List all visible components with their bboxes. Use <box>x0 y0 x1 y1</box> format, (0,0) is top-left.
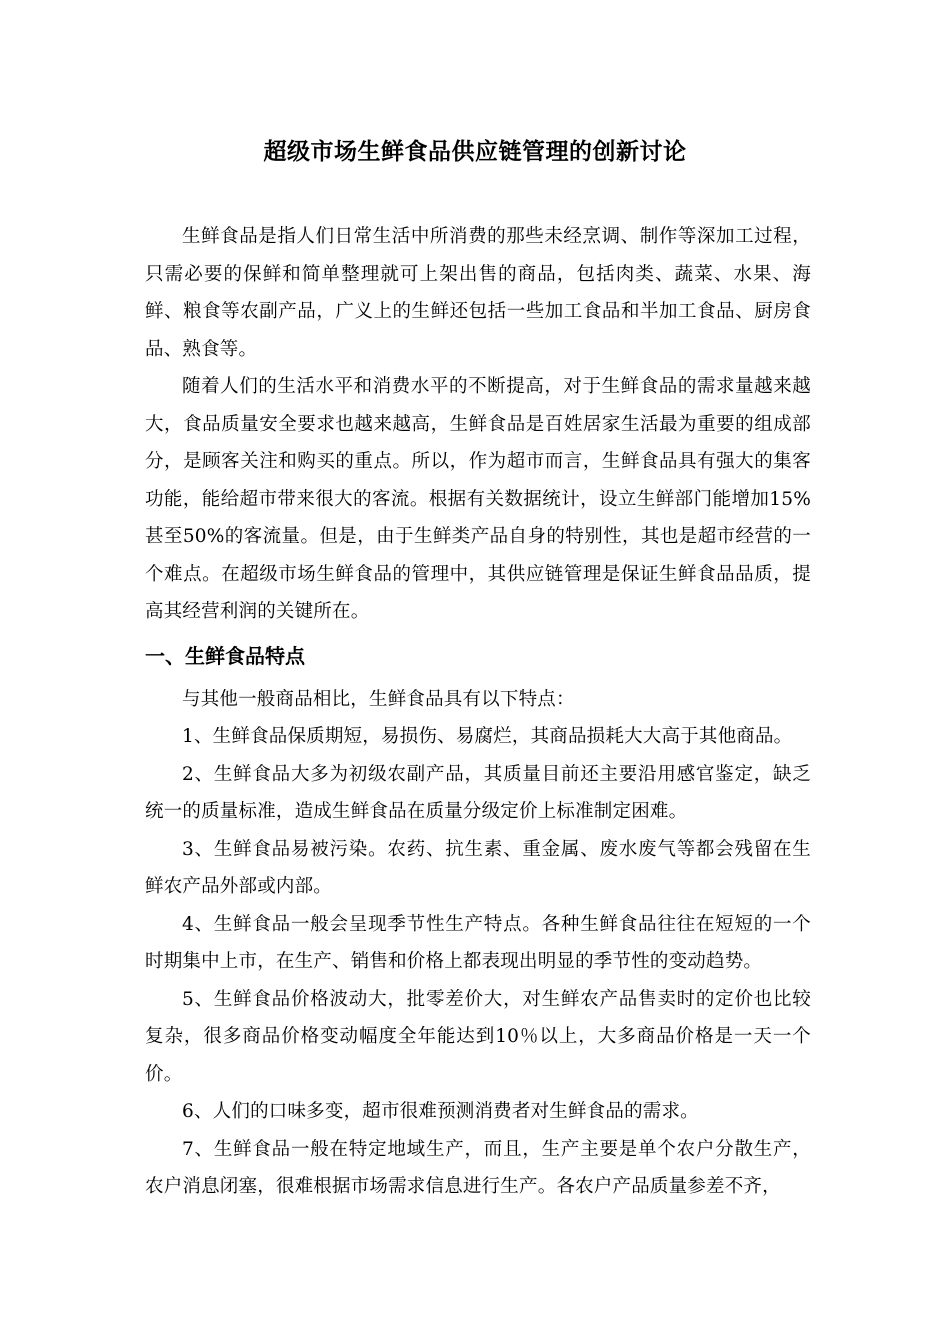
intro-paragraph: 随着人们的生活水平和消费水平的不断提高，对于生鲜食品的需求量越来越大，食品质量安全要求也越来越高，生鲜食品是百姓居家生活最为重要的组成部分，是顾客关注和购买的重点。所以，作为超市而言，生鲜食品具有强大的集客功能，能给超市带来很大的客流。根据有关数据统计，设立生鲜部门能增加15%甚至50%的客流量。但是，由于生鲜类产品自身的特别性，其也是超市经营的一个难点。在超级市场生鲜食品的管理中，其供应链管理是保证生鲜食品品质，提高其经营利润的关键所在。 <box>145 376 811 622</box>
list-item: 3、生鲜食品易被污染。农药、抗生素、重金属、废水废气等都会残留在生鲜农产品外部或内部。 <box>145 838 811 897</box>
section-paragraph: 与其他一般商品相比，生鲜食品具有以下特点： <box>182 688 575 710</box>
section-heading: 一、生鲜食品特点 <box>145 643 305 668</box>
list-item: 1、生鲜食品保质期短，易损伤、易腐烂，其商品损耗大大高于其他商品。 <box>182 726 793 747</box>
list-item: 2、生鲜食品大多为初级农副产品，其质量目前还主要沿用感官鉴定，缺乏统一的质量标准，造成生鲜食品在质量分级定价上标准制定困难。 <box>145 763 811 822</box>
list-item: 5、生鲜食品价格波动大，批零差价大，对生鲜农产品售卖时的定价也比较复杂，很多商品价格变动幅度全年能达到10％以上，大多商品价格是一天一个价。 <box>145 988 811 1085</box>
intro-paragraph: 生鲜食品是指人们日常生活中所消费的那些未经烹调、制作等深加工过程，只需必要的保鲜和简单整理就可上架出售的商品，包括肉类、蔬菜、水果、海鲜、粮食等农副产品，广义上的生鲜还包括一些加工食品和半加工食品、厨房食品、熟食等。 <box>145 226 811 360</box>
list-item: 4、生鲜食品一般会呈现季节性生产特点。各种生鲜食品往往在短短的一个时期集中上市，在生产、销售和价格上都表现出明显的季节性的变动趋势。 <box>145 913 811 972</box>
document-body <box>145 218 811 1206</box>
list-item: 7、生鲜食品一般在特定地域生产，而且，生产主要是单个农户分散生产，农户消息闭塞，很难根据市场需求信息进行生产。各农户产品质量参差不齐， <box>145 1138 811 1197</box>
list-item: 6、人们的口味多变，超市很难预测消费者对生鲜食品的需求。 <box>182 1101 699 1122</box>
document-title: 超级市场生鲜食品供应链管理的创新讨论 <box>263 139 687 165</box>
